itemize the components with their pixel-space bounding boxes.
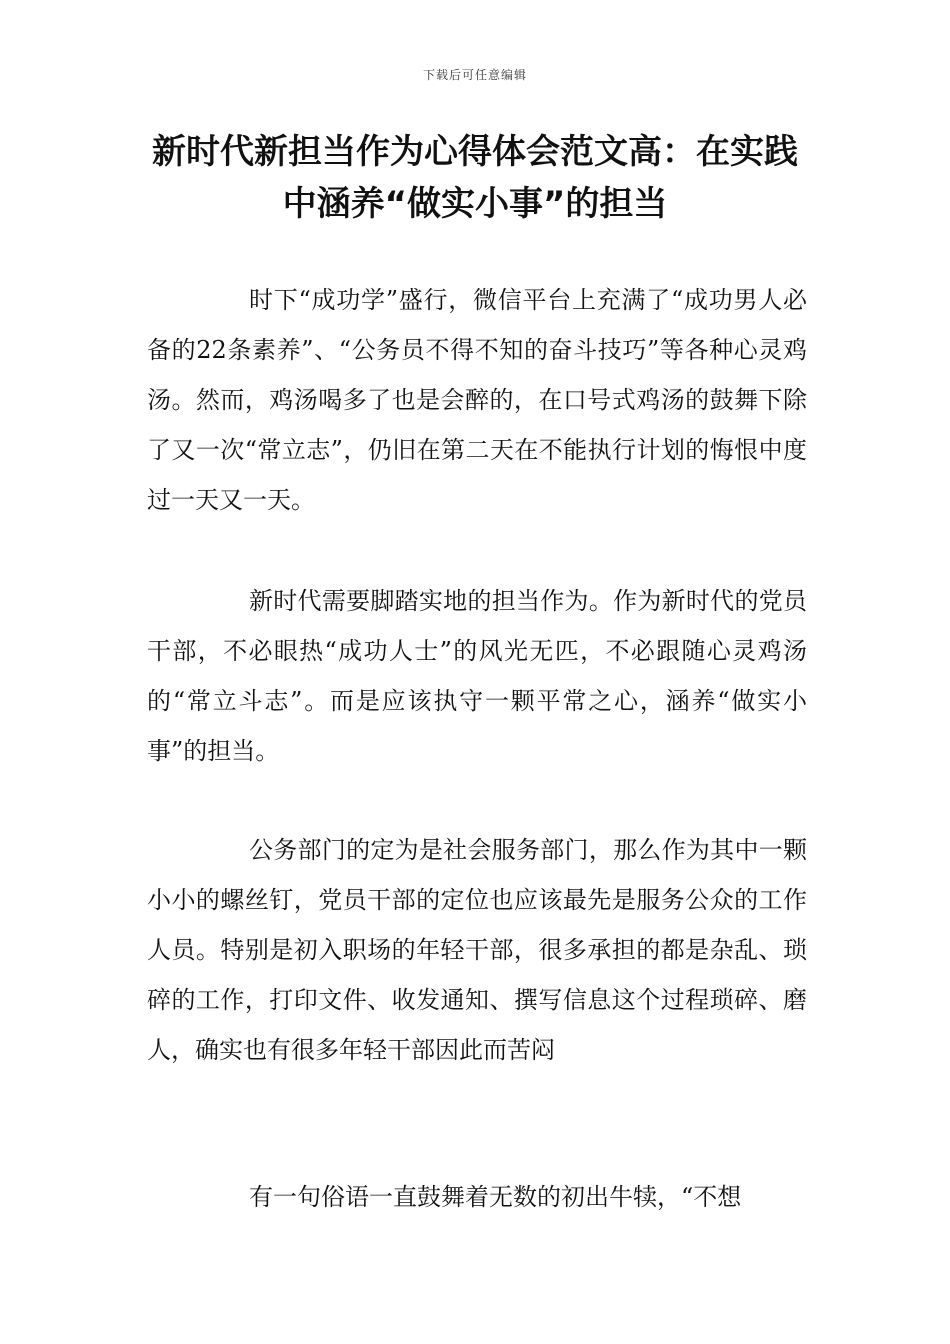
paragraph-2: 新时代需要脚踏实地的担当作为。作为新时代的党员干部，不必眼热“成功人士”的风光无匹，不必跟随心灵鸡汤的“常立斗志”。而是应该执守一颗平常之心，涵养“做实小事”的担当。 (147, 587, 807, 765)
paragraph-4: 有一句俗语一直鼓舞着无数的初出牛犊，“不想 (249, 1183, 742, 1211)
document-title: 新时代新担当作为心得体会范文高：在实践中涵养“做实小事”的担当 (152, 132, 798, 224)
header-note: 下载后可任意编辑 (422, 68, 527, 82)
paragraph-1: 时下“成功学”盛行，微信平台上充满了“成功男人必备的22条素养”、“公务员不得不知的奋斗技巧”等各种心灵鸡汤。然而，鸡汤喝多了也是会醉的，在口号式鸡汤的鼓舞下除了又一次“常立志”，仍旧在第二天在不能执行计划的悔恨中度过一天又一天。 (147, 286, 807, 514)
paragraph-3: 公务部门的定为是社会服务部门，那么作为其中一颗小小的螺丝钉，党员干部的定位也应该最先是服务公众的工作人员。特别是初入职场的年轻干部，很多承担的都是杂乱、琐碎的工作，打印文件、收发通知、撰写信息这个过程琐碎、磨人，确实也有很多年轻干部因此而苦闷 (147, 836, 807, 1064)
